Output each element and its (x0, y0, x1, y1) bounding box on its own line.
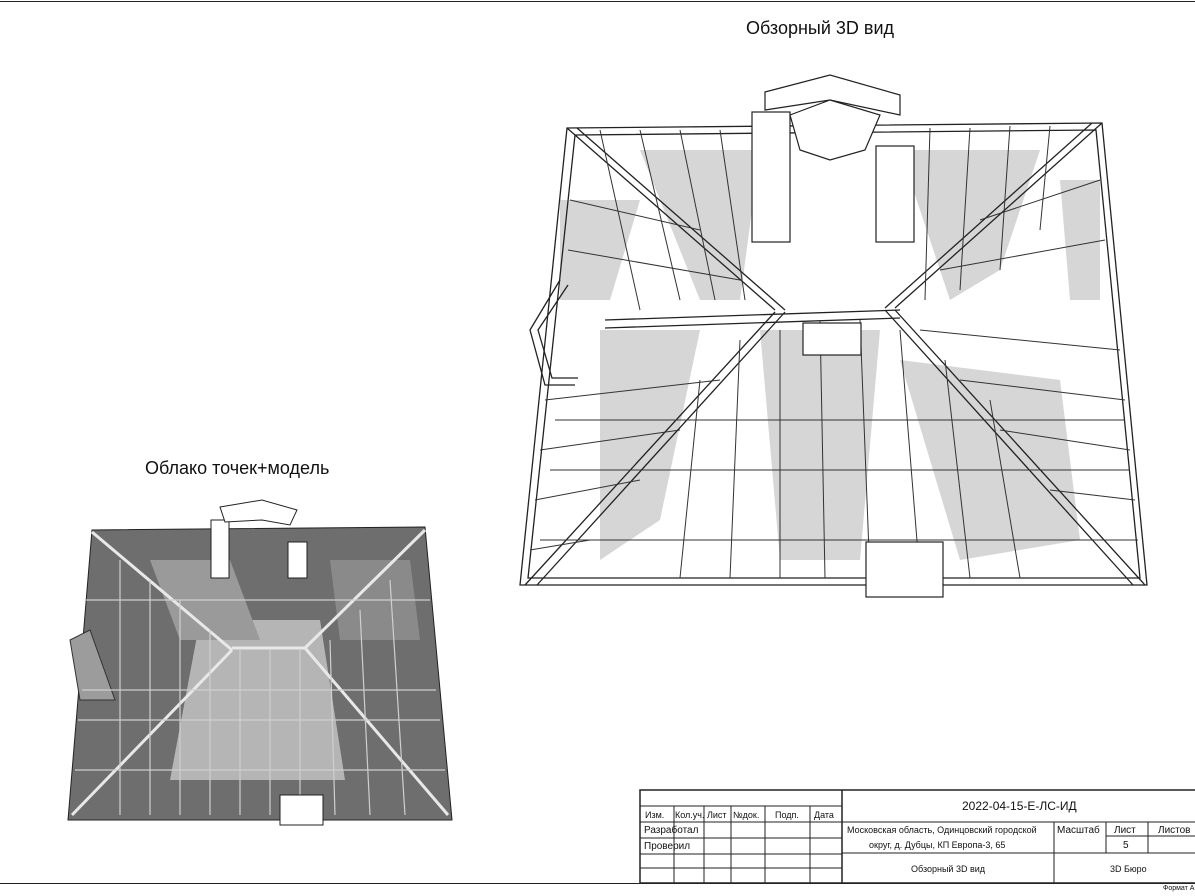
overview-3d-title: Обзорный 3D вид (746, 18, 895, 38)
tb-header-list: Лист (707, 810, 727, 820)
tb-role-checked: Проверил (644, 841, 691, 852)
tb-sheet-number: 5 (1123, 840, 1129, 851)
tb-address-line1: Московская область, Одинцовский городской (847, 825, 1037, 835)
tb-document-code: 2022-04-15-Е-ЛС-ИД (962, 799, 1077, 813)
tb-address-line2: округ, д. Дубцы, КП Европа-3, 65 (869, 840, 1006, 850)
format-note: Формат А (1163, 885, 1195, 892)
point-cloud-title: Облако точек+модель (145, 458, 330, 478)
tb-header-ndok: №док. (733, 810, 760, 820)
tb-header-podp: Подп. (775, 810, 799, 820)
tb-company: 3D Бюро (1110, 864, 1147, 874)
tb-scale-label: Масштаб (1057, 825, 1100, 836)
sheet-bottom-border (0, 883, 1195, 884)
tb-header-kol: Кол.уч. (675, 810, 705, 820)
cloud-highlight (170, 620, 345, 780)
tb-sheet-name: Обзорный 3D вид (911, 864, 986, 874)
roof-3d-model (520, 75, 1147, 597)
tb-sheets-label: Листов (1158, 825, 1191, 836)
point-cloud-model (68, 500, 452, 825)
tb-header-data: Дата (814, 810, 834, 820)
tb-header-izm: Изм. (645, 810, 665, 820)
tb-sheet-label: Лист (1114, 825, 1136, 836)
tb-role-developed: Разработал (644, 825, 699, 836)
